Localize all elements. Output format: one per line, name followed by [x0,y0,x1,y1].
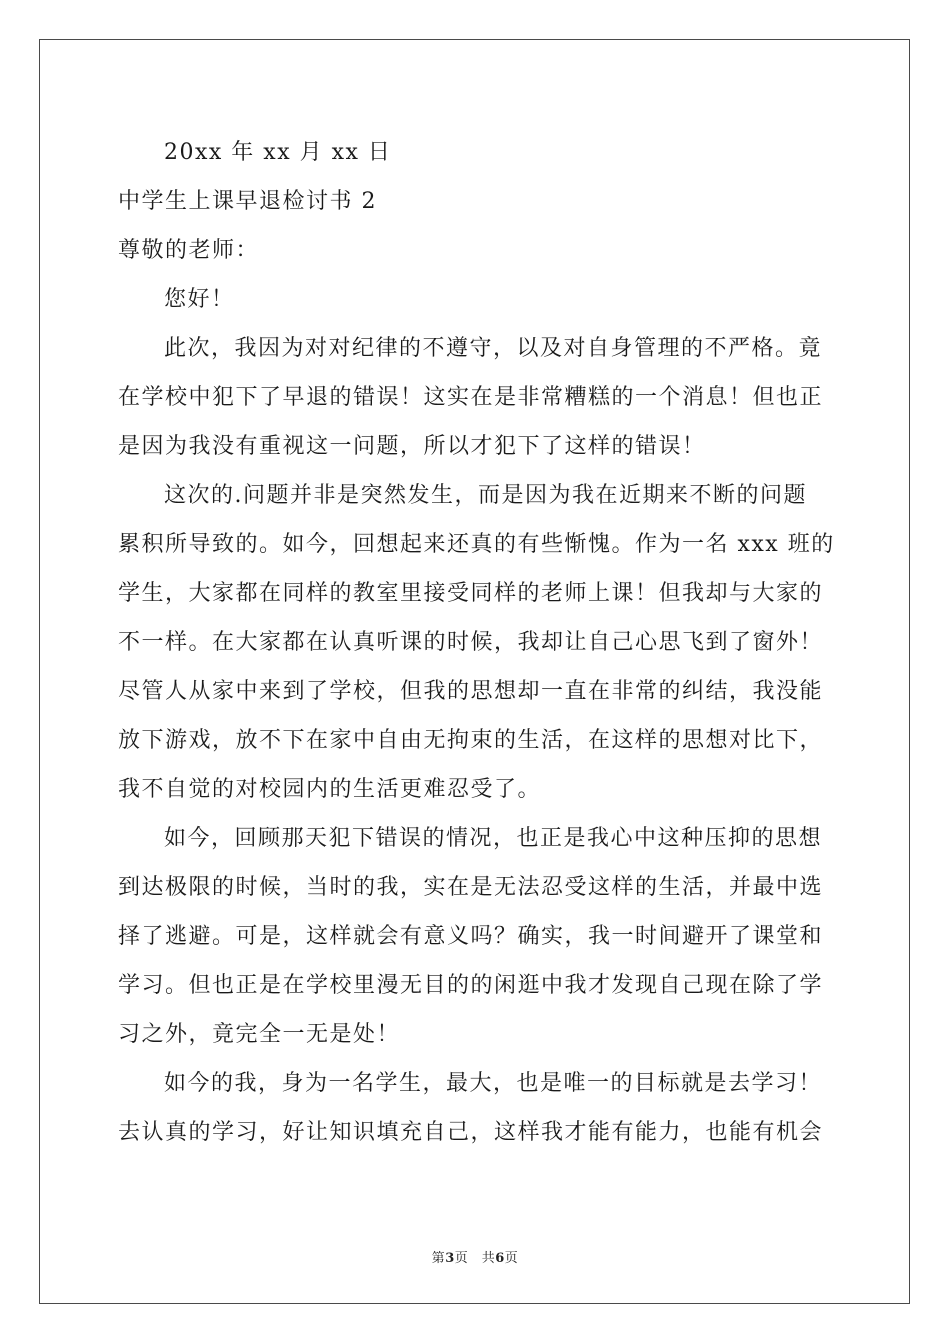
paragraph-line: 择了逃避。可是，这样就会有意义吗？确实，我一时间避开了课堂和 [118,924,824,949]
greeting: 您好！ [164,287,235,312]
paragraph-line: 到达极限的时候，当时的我，实在是无法忍受这样的生活，并最中选 [118,875,824,900]
page-total-number: 6 [495,1251,505,1266]
page-suffix: 页 [504,1251,519,1266]
paragraph-line: 尽管人从家中来到了学校，但我的思想却一直在非常的纠结，我没能 [118,679,824,704]
page-footer [0,1247,950,1266]
paragraph-line: 此次，我因为对对纪律的不遵守，以及对自身管理的不严格。竟 [164,336,823,361]
paragraph-4 [118,1059,834,1157]
paragraph-line: 去认真的学习，好让知识填充自己，这样我才能有能力，也能有机会 [118,1120,824,1145]
paragraph-3 [118,814,834,1059]
paragraph-line: 在学校中犯下了早退的错误！这实在是非常糟糕的一个消息！但也正 [118,385,824,410]
salutation: 尊敬的老师： [118,238,260,263]
paragraph-line: 我不自觉的对校园内的生活更难忍受了。 [118,777,542,802]
page-current-number: 3 [445,1251,455,1266]
paragraph-2 [118,471,834,814]
paragraph-line: 学生，大家都在同样的教室里接受同样的老师上课！但我却与大家的 [118,581,824,606]
paragraph-line: 如今的我，身为一名学生，最大，也是唯一的目标就是去学习！ [164,1071,823,1096]
paragraph-line: 学习。但也正是在学校里漫无目的的闲逛中我才发现自己现在除了学 [118,973,824,998]
paragraph-1 [118,324,834,471]
paragraph-line: 如今，回顾那天犯下错误的情况，也正是我心中这种压抑的思想 [164,826,823,851]
document-title: 中学生上课早退检讨书 2 [118,189,377,214]
paragraph-line: 这次的.问题并非是突然发生，而是因为我在近期来不断的问题 [164,483,807,508]
page-prefix: 第 [431,1251,446,1266]
paragraph-line: 是因为我没有重视这一问题，所以才犯下了这样的错误！ [118,434,706,459]
page-mid: 页 共 [454,1251,496,1266]
date-line: 20xx 年 xx 月 xx 日 [164,140,392,165]
paragraph-line: 累积所导致的。如今，回想起来还真的有些惭愧。作为一名 xxx 班的 [118,532,835,557]
paragraph-line: 放下游戏，放不下在家中自由无拘束的生活，在这样的思想对比下， [118,728,824,753]
paragraph-line: 习之外，竟完全一无是处！ [118,1022,401,1047]
paragraph-line: 不一样。在大家都在认真听课的时候，我却让自己心思飞到了窗外！ [118,630,824,655]
document-body [118,128,834,1157]
